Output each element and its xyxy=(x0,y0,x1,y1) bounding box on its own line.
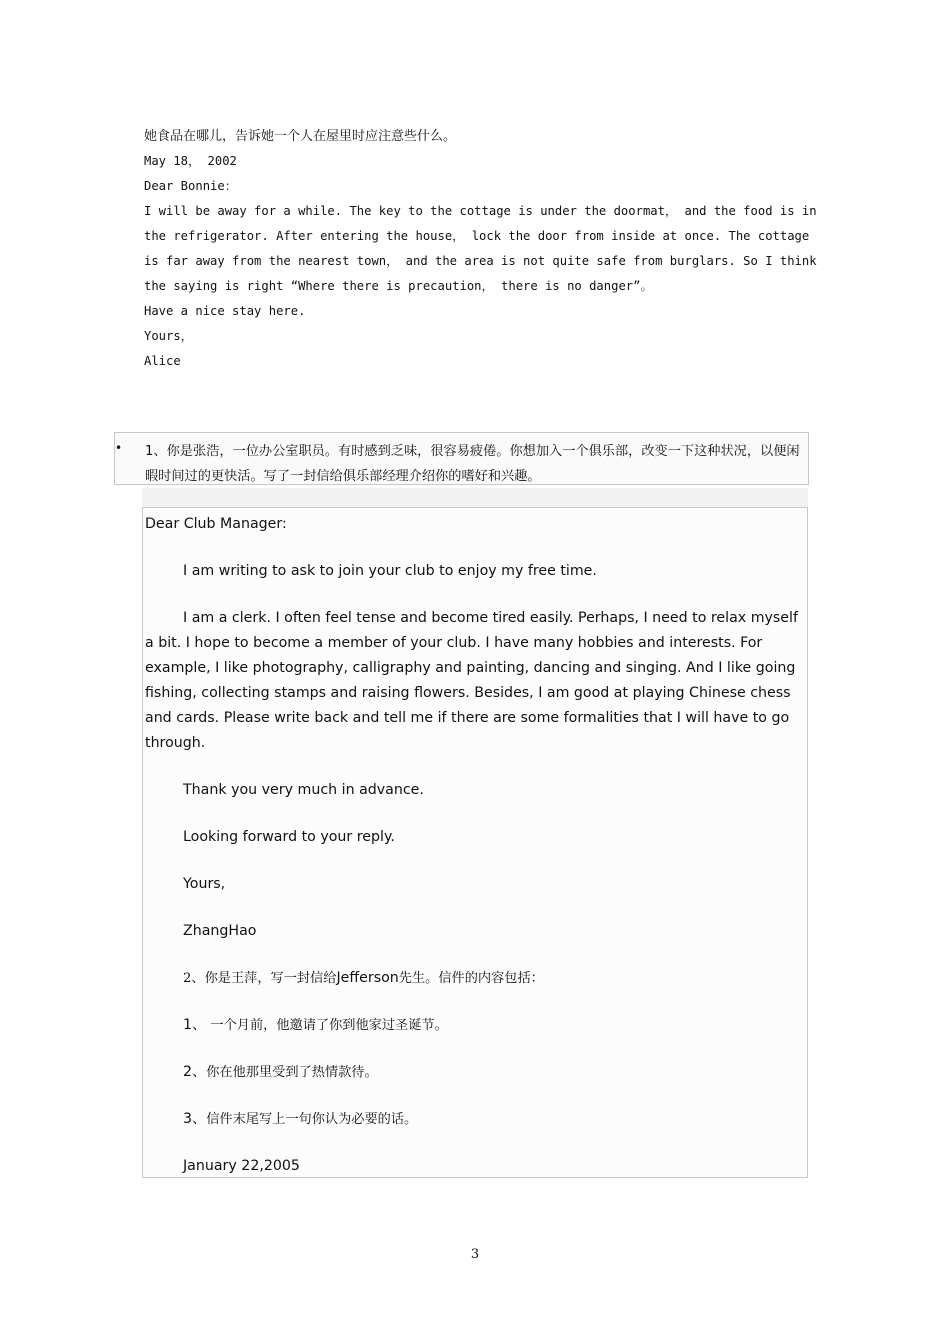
note-date: May 18， 2002 xyxy=(144,154,237,168)
note-closing: Yours， xyxy=(144,329,193,343)
letter-thanks: Thank you very much in advance. xyxy=(183,782,424,798)
question-2-item-1: 1、 一个月前，他邀请了你到他家过圣诞节。 xyxy=(183,1017,448,1033)
note-body-line-1: I will be away for a while. The key to the cottage is under the doormat， and the food is in xyxy=(144,204,817,218)
note-salutation: Dear Bonnie： xyxy=(144,179,237,193)
question-1-box xyxy=(114,432,809,485)
note-intro-line: 她食品在哪儿，告诉她一个人在屋里时应注意些什么。 xyxy=(144,129,457,144)
shaded-gap xyxy=(142,488,808,508)
note-wish: Have a nice stay here. xyxy=(144,304,306,318)
letter-para-1: I am writing to ask to join your club to enjoy my free time. xyxy=(183,563,597,579)
letter-closing: Yours, xyxy=(183,876,226,892)
note-signature: Alice xyxy=(144,354,181,368)
letter-signature: ZhangHao xyxy=(183,923,257,939)
note-body-line-3: is far away from the nearest town， and the area is not quite safe from burglars. So I think xyxy=(144,254,817,268)
bullet-icon: • xyxy=(115,441,123,455)
letter-salutation: Dear Club Manager: xyxy=(145,516,287,532)
note-body-line-2: the refrigerator. After entering the house， lock the door from inside at once. The cottage xyxy=(144,229,810,243)
question-2-intro: 2、你是王萍，写一封信给Jefferson先生。信件的内容包括： xyxy=(183,970,544,986)
question-2-date: January 22,2005 xyxy=(183,1158,300,1174)
note-body-line-4: the saying is right “Where there is precaution， there is no danger”。 xyxy=(144,279,653,293)
sample-letter xyxy=(145,512,805,1201)
note-block xyxy=(144,124,817,374)
question-1-text: 1、你是张浩，一位办公室职员。有时感到乏味，很容易疲倦。你想加入一个俱乐部，改变一下这种状况，以便闲暇时间过的更快活。写了一封信给俱乐部经理介绍你的嗜好和兴趣。 xyxy=(145,444,800,484)
question-2-item-2: 2、你在他那里受到了热情款待。 xyxy=(183,1064,378,1080)
question-2-item-3: 3、信件末尾写上一句你认为必要的话。 xyxy=(183,1111,418,1127)
letter-para-2: I am a clerk. I often feel tense and become tired easily. Perhaps, I need to relax myself a bit. I hope to become a member of your club. I have many hobbies and interests. For example, I like photography, calligraphy and painting, dancing and singing. And I like going fishing, collecting stamps and raising flowers. Besides, I am good at playing Chinese chess and cards. Please write back and tell me if there are some formalities that I will have to go through. xyxy=(145,610,798,751)
page-number: 3 xyxy=(470,1247,480,1262)
letter-forward: Looking forward to your reply. xyxy=(183,829,395,845)
sample-letter-box xyxy=(142,507,808,1178)
